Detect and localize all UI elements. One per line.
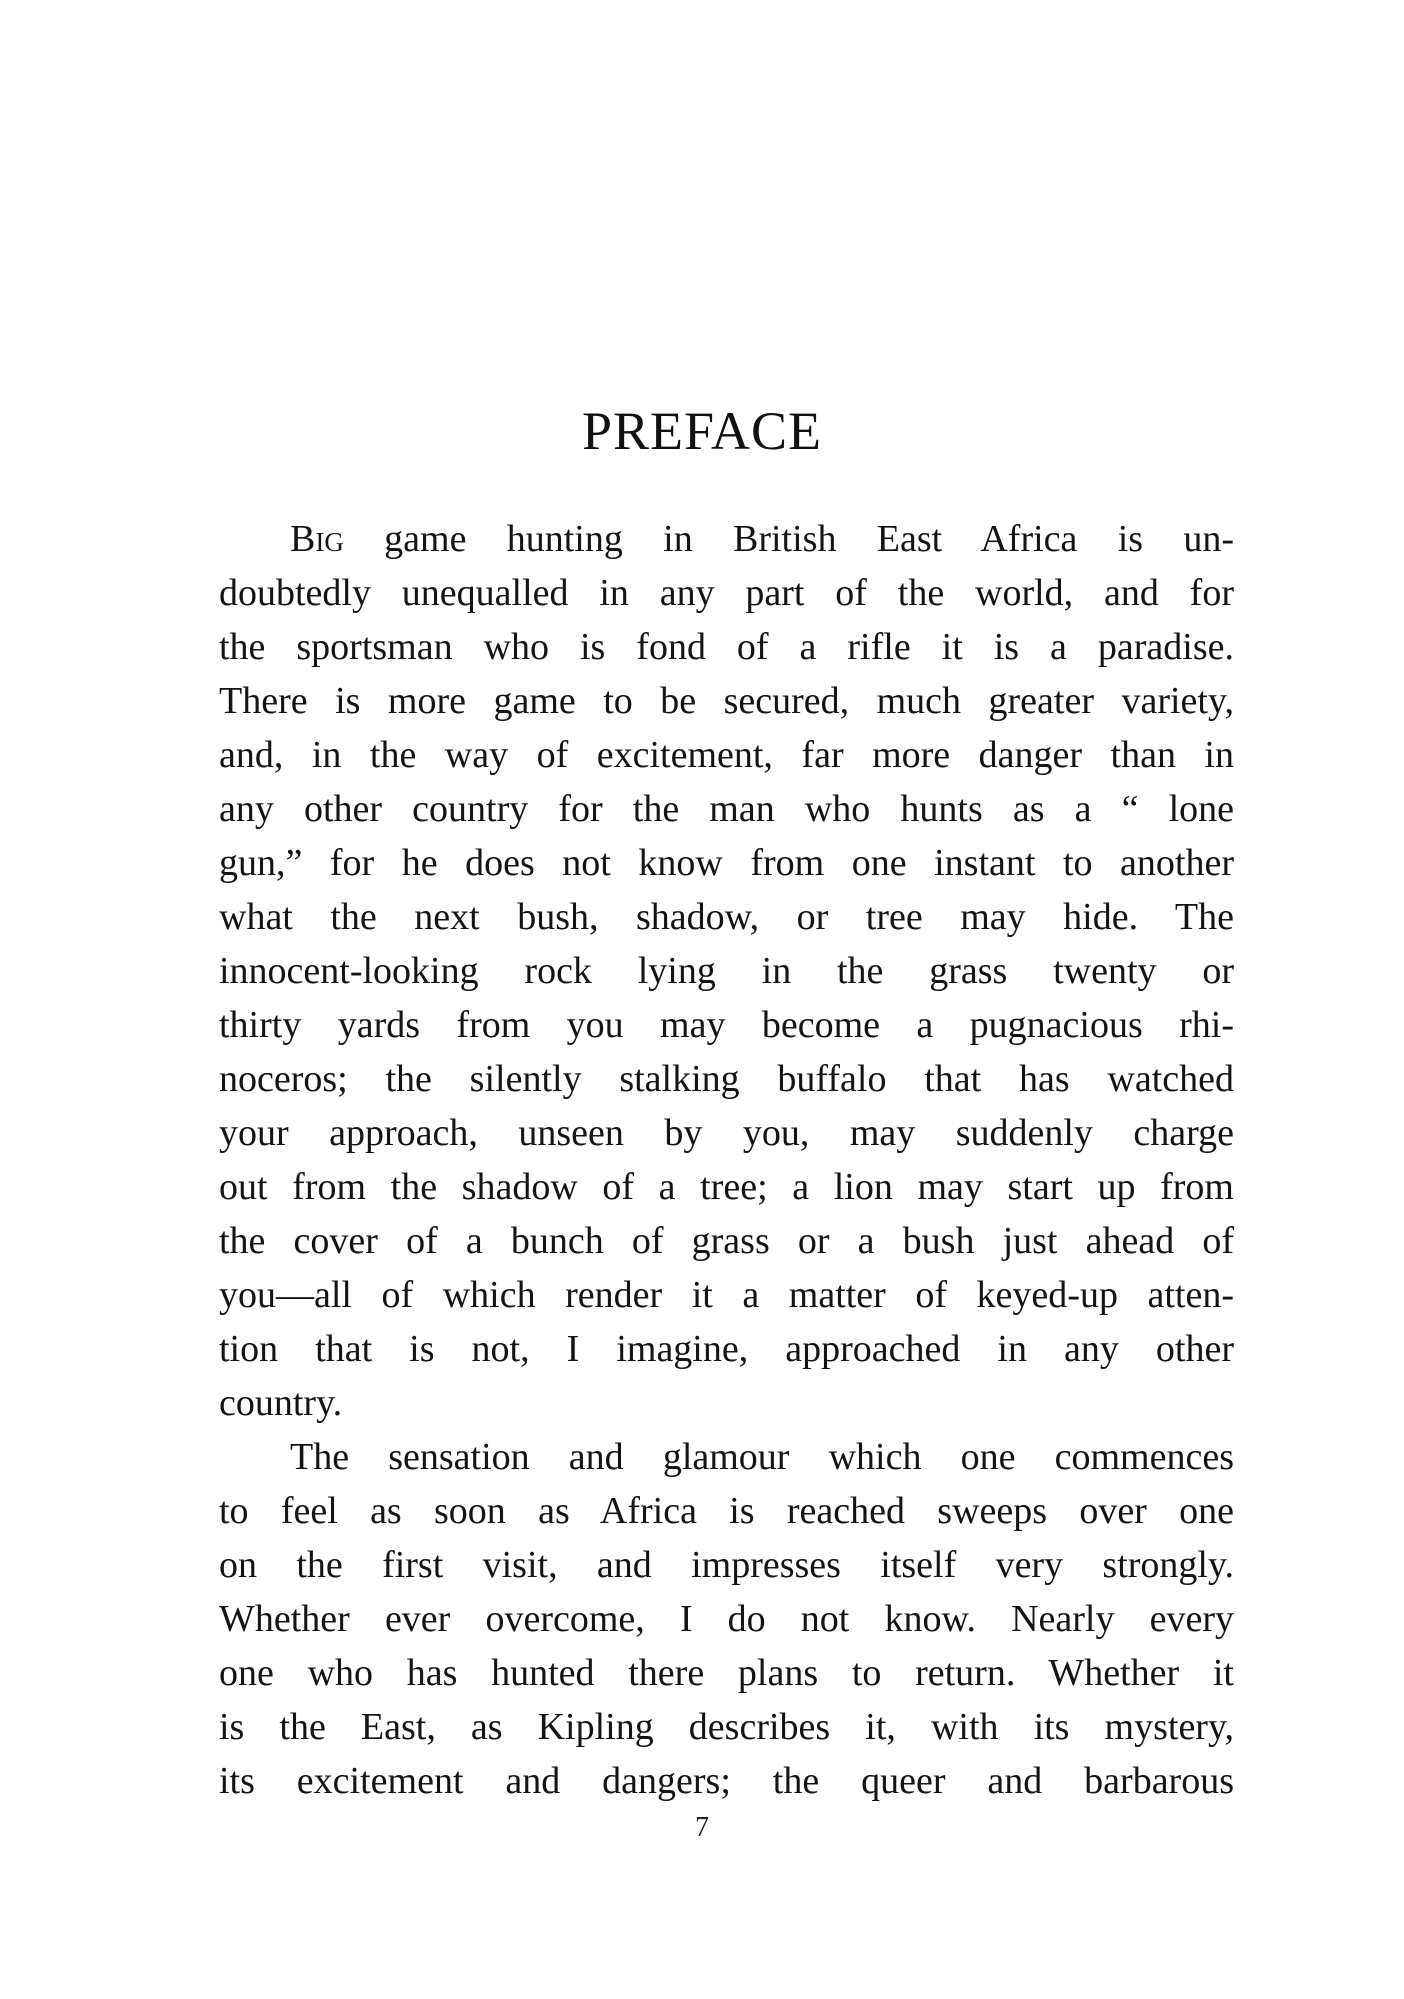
text-line: thirty yards from you may become a pugnacious rhi- bbox=[219, 1004, 1234, 1046]
text-line: There is more game to be secured, much greater variety, bbox=[219, 680, 1234, 722]
text-line: Whether ever overcome, I do not know. Nearly every bbox=[219, 1598, 1234, 1640]
text-line: gun,” for he does not know from one instant to another bbox=[219, 842, 1234, 884]
text-line: one who has hunted there plans to return. Whether it bbox=[219, 1652, 1234, 1694]
text-line: noceros; the silently stalking buffalo that has watched bbox=[219, 1058, 1234, 1100]
drop-word: Big bbox=[290, 518, 344, 560]
text-line-rest: game hunting in British East Africa is un- bbox=[343, 518, 1234, 560]
text-line bbox=[290, 512, 1234, 566]
chapter-heading: PREFACE bbox=[581, 401, 823, 461]
text-line: and, in the way of excitement, far more danger than in bbox=[219, 734, 1234, 776]
text-line: out from the shadow of a tree; a lion may start up from bbox=[219, 1166, 1234, 1208]
page-number: 7 bbox=[695, 1812, 709, 1843]
text-line: on the first visit, and impresses itself very strongly. bbox=[219, 1544, 1234, 1586]
text-line: you—all of which render it a matter of keyed-up atten- bbox=[219, 1274, 1234, 1316]
text-line: any other country for the man who hunts as a “ lone bbox=[219, 788, 1234, 830]
text-line: your approach, unseen by you, may suddenly charge bbox=[219, 1112, 1234, 1154]
text-line: The sensation and glamour which one commences bbox=[290, 1436, 1234, 1478]
text-line: the sportsman who is fond of a rifle it is a paradise. bbox=[219, 626, 1234, 668]
text-line: is the East, as Kipling describes it, with its mystery, bbox=[219, 1706, 1234, 1748]
text-line: the cover of a bunch of grass or a bush just ahead of bbox=[219, 1220, 1234, 1262]
text-line: innocent-looking rock lying in the grass twenty or bbox=[219, 950, 1234, 992]
text-line: country. bbox=[219, 1382, 343, 1424]
text-line: what the next bush, shadow, or tree may hide. The bbox=[219, 896, 1234, 938]
text-line: its excitement and dangers; the queer and barbarous bbox=[219, 1760, 1234, 1802]
text-line: to feel as soon as Africa is reached sweeps over one bbox=[219, 1490, 1234, 1532]
text-line: doubtedly unequalled in any part of the world, and for bbox=[219, 572, 1234, 614]
text-line: tion that is not, I imagine, approached in any other bbox=[219, 1328, 1234, 1370]
